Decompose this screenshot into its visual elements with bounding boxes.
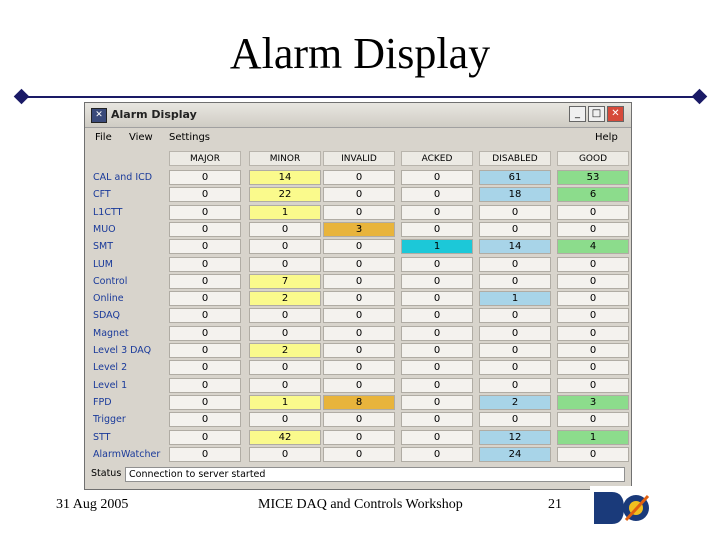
row-label[interactable]: Online [93,293,124,305]
alarm-count-cell[interactable]: 1 [249,395,321,410]
alarm-count-cell[interactable]: 0 [169,187,241,202]
alarm-count-cell[interactable]: 0 [401,257,473,272]
column-header[interactable]: GOOD [557,151,629,166]
alarm-count-cell[interactable]: 0 [479,343,551,358]
row-label[interactable]: SMT [93,241,114,253]
alarm-count-cell[interactable]: 0 [401,343,473,358]
alarm-count-cell[interactable]: 0 [557,343,629,358]
alarm-count-cell[interactable]: 0 [557,326,629,341]
alarm-display-window [84,102,632,490]
alarm-count-cell[interactable]: 0 [479,257,551,272]
alarm-count-cell[interactable]: 0 [479,326,551,341]
alarm-count-cell[interactable]: 0 [401,222,473,237]
row-label[interactable]: STT [93,431,111,443]
column-header[interactable]: DISABLED [479,151,551,166]
alarm-count-cell[interactable]: 0 [557,308,629,323]
alarm-count-cell[interactable]: 0 [323,412,395,427]
alarm-count-cell[interactable]: 0 [401,274,473,289]
row-label[interactable]: Level 3 DAQ [93,345,152,356]
alarm-count-cell[interactable]: 0 [479,378,551,393]
row-label[interactable]: LUM [93,258,113,270]
alarm-count-cell[interactable]: 8 [323,395,395,410]
alarm-count-cell[interactable]: 0 [479,222,551,237]
row-label[interactable]: CAL and ICD [93,172,153,183]
column-header[interactable]: MAJOR [169,151,241,166]
menu-bar [85,129,631,149]
alarm-count-cell[interactable]: 0 [249,447,321,462]
alarm-count-cell[interactable]: 0 [169,326,241,341]
alarm-count-cell[interactable]: 0 [169,412,241,427]
alarm-count-cell[interactable]: 0 [323,239,395,254]
alarm-count-cell[interactable]: 0 [401,430,473,445]
menu-settings[interactable]: Settings [169,132,211,143]
alarm-count-cell[interactable]: 0 [557,447,629,462]
alarm-count-cell[interactable]: 0 [323,257,395,272]
window-title: Alarm Display [111,108,197,121]
row-label[interactable]: AlarmWatcher [93,448,161,460]
alarm-count-cell[interactable]: 0 [557,360,629,375]
status-label: Status [91,468,122,479]
alarm-count-cell[interactable]: 22 [249,187,321,202]
footer-title: MICE DAQ and Controls Workshop [258,497,463,512]
alarm-count-cell[interactable]: 0 [323,360,395,375]
row-label[interactable]: MUO [93,223,116,235]
alarm-count-cell[interactable]: 0 [169,274,241,289]
alarm-count-cell[interactable]: 0 [323,274,395,289]
alarm-count-cell[interactable]: 0 [323,326,395,341]
alarm-count-cell[interactable]: 0 [169,308,241,323]
divider-diamond-left [14,89,30,105]
alarm-count-cell[interactable]: 0 [249,326,321,341]
row-label[interactable]: FPD [93,396,112,408]
alarm-count-cell[interactable]: 24 [479,447,551,462]
alarm-count-cell[interactable]: 18 [479,187,551,202]
row-label[interactable]: Level 2 [93,362,128,374]
alarm-count-cell[interactable]: 0 [557,205,629,220]
maximize-button[interactable]: □ [588,106,605,122]
status-field: Connection to server started [125,467,625,482]
menu-help[interactable]: Help [595,132,618,143]
alarm-count-cell[interactable]: 0 [169,222,241,237]
alarm-count-cell[interactable]: 6 [557,187,629,202]
close-button[interactable]: ✕ [607,106,624,122]
alarm-count-cell[interactable]: 0 [323,308,395,323]
alarm-count-cell[interactable]: 0 [169,291,241,306]
table-header-row [89,151,629,167]
row-label[interactable]: SDAQ [93,310,120,322]
alarm-count-cell[interactable]: 0 [479,308,551,323]
alarm-count-cell[interactable]: 0 [401,187,473,202]
title-divider [22,96,698,98]
alarm-count-cell[interactable]: 7 [249,274,321,289]
alarm-count-cell[interactable]: 0 [169,360,241,375]
alarm-count-cell[interactable]: 0 [249,239,321,254]
footer-date: 31 Aug 2005 [56,497,129,512]
alarm-count-cell[interactable]: 0 [249,257,321,272]
alarm-count-cell[interactable]: 0 [479,205,551,220]
alarm-count-cell[interactable]: 0 [169,239,241,254]
alarm-count-cell[interactable]: 2 [249,343,321,358]
alarm-count-cell[interactable]: 0 [401,170,473,185]
alarm-count-cell[interactable]: 0 [169,257,241,272]
alarm-count-cell[interactable]: 0 [401,412,473,427]
column-header[interactable]: INVALID [323,151,395,166]
alarm-count-cell[interactable]: 0 [169,205,241,220]
alarm-count-cell[interactable]: 14 [479,239,551,254]
alarm-count-cell[interactable]: 0 [557,274,629,289]
alarm-count-cell[interactable]: 0 [169,170,241,185]
alarm-count-cell[interactable]: 0 [249,308,321,323]
alarm-count-cell[interactable]: 0 [479,360,551,375]
row-label[interactable]: L1CTT [93,206,123,218]
alarm-count-cell[interactable]: 0 [249,412,321,427]
alarm-count-cell[interactable]: 0 [401,395,473,410]
alarm-count-cell[interactable]: 0 [169,430,241,445]
alarm-count-cell[interactable]: 0 [401,308,473,323]
alarm-count-cell[interactable]: 0 [169,447,241,462]
menu-view[interactable]: View [129,132,153,143]
row-label[interactable]: CFT [93,189,111,201]
page-number: 21 [548,497,562,512]
alarm-count-cell[interactable]: 0 [249,360,321,375]
alarm-count-cell[interactable]: 14 [249,170,321,185]
alarm-count-cell[interactable]: 1 [249,205,321,220]
slide-title: Alarm Display [229,29,491,78]
alarm-count-cell[interactable]: 0 [323,378,395,393]
alarm-count-cell[interactable]: 0 [323,170,395,185]
alarm-count-cell[interactable]: 0 [249,378,321,393]
alarm-count-cell[interactable]: 61 [479,170,551,185]
status-bar [89,467,627,483]
alarm-count-cell[interactable]: 0 [401,447,473,462]
alarm-count-cell[interactable]: 0 [323,430,395,445]
divider-diamond-right [692,89,708,105]
row-label[interactable]: Magnet [93,327,129,339]
alarm-count-cell[interactable]: 0 [323,205,395,220]
alarm-count-cell[interactable]: 0 [557,412,629,427]
column-header[interactable]: ACKED [401,151,473,166]
window-titlebar[interactable] [85,103,631,128]
alarm-count-cell[interactable]: 2 [249,291,321,306]
alarm-count-cell[interactable]: 0 [479,412,551,427]
d0-logo [590,486,664,530]
row-label[interactable]: Level 1 [93,379,128,391]
alarm-count-cell[interactable]: 53 [557,170,629,185]
alarm-count-cell[interactable]: 0 [323,187,395,202]
alarm-count-cell[interactable]: 0 [323,447,395,462]
alarm-count-cell[interactable]: 0 [557,257,629,272]
alarm-count-cell[interactable]: 0 [401,360,473,375]
alarm-count-cell[interactable]: 0 [557,291,629,306]
alarm-count-cell[interactable]: 0 [169,343,241,358]
alarm-count-cell[interactable]: 0 [323,291,395,306]
minimize-button[interactable]: _ [569,106,586,122]
menu-file[interactable]: File [95,132,112,143]
alarm-count-cell[interactable]: 0 [169,395,241,410]
alarm-count-cell[interactable]: 0 [401,291,473,306]
alarm-count-cell[interactable]: 3 [323,222,395,237]
app-icon: ✕ [91,108,107,123]
alarm-count-cell[interactable]: 4 [557,239,629,254]
alarm-count-cell[interactable]: 0 [323,343,395,358]
alarm-count-cell[interactable]: 1 [557,430,629,445]
alarm-count-cell[interactable]: 0 [401,326,473,341]
alarm-count-cell[interactable]: 0 [557,378,629,393]
row-label[interactable]: Trigger [93,414,126,426]
alarm-count-cell[interactable]: 1 [479,291,551,306]
alarm-count-cell[interactable]: 0 [169,378,241,393]
alarm-count-cell[interactable]: 3 [557,395,629,410]
alarm-count-cell[interactable]: 0 [479,274,551,289]
alarm-count-cell[interactable]: 1 [401,239,473,254]
alarm-count-cell[interactable]: 0 [557,222,629,237]
alarm-count-cell[interactable]: 2 [479,395,551,410]
column-header[interactable]: MINOR [249,151,321,166]
alarm-count-cell[interactable]: 42 [249,430,321,445]
alarm-count-cell[interactable]: 12 [479,430,551,445]
alarm-count-cell[interactable]: 0 [401,378,473,393]
alarm-count-cell[interactable]: 0 [249,222,321,237]
row-label[interactable]: Control [93,275,128,287]
alarm-count-cell[interactable]: 0 [401,205,473,220]
